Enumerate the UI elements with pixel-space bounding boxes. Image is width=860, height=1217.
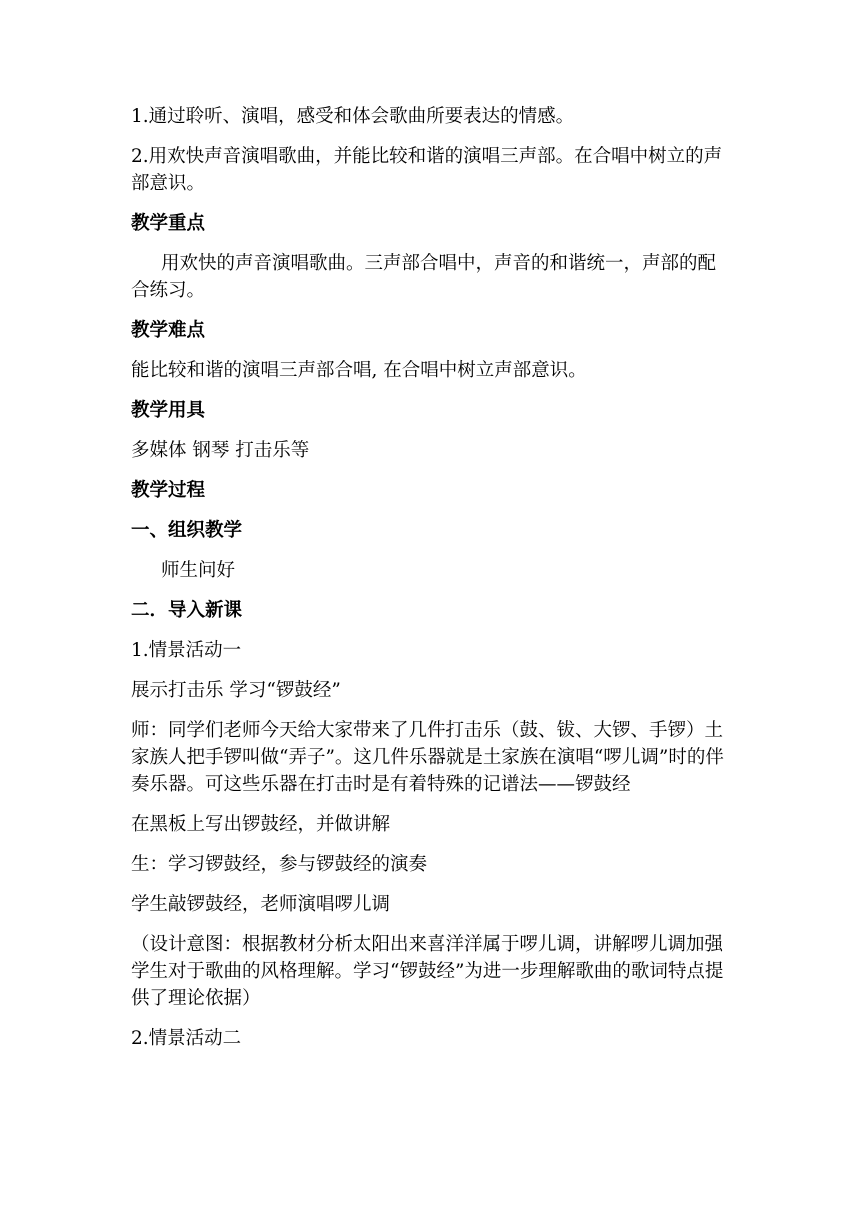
objective-1: 1.通过聆听、演唱，感受和体会歌曲所要表达的情感。: [131, 106, 575, 127]
difficulties-text: 能比较和谐的演唱三声部合唱, 在合唱中树立声部意识。: [131, 360, 587, 381]
key-points-text: 用欢快的声音演唱歌曲。三声部合唱中，声音的和谐统一，声部的配合练习。: [131, 253, 717, 301]
student-paragraph: 生：学习锣鼓经，参与锣鼓经的演奏: [131, 854, 428, 875]
design-intent-paragraph: （设计意图：根据教材分析太阳出来喜洋洋属于啰儿调，讲解啰儿调加强学生对于歌曲的风格理解。学习“锣鼓经”为进一步理解歌曲的歌词特点提供了理论依据）: [131, 934, 724, 1009]
activity-1-title: 1.情景活动一: [131, 640, 242, 661]
show-percussion: 展示打击乐 学习“锣鼓经”: [131, 680, 341, 701]
document-page: [131, 103, 731, 1065]
section-2-heading: 二．导入新课: [131, 600, 243, 621]
activity-2-title: 2.情景活动二: [131, 1028, 242, 1049]
teacher-paragraph: 师：同学们老师今天给大家带来了几件打击乐（鼓、钹、大锣、手锣）土家族人把手锣叫做“弄子”。这几件乐器就是土家族在演唱“啰儿调”时的伴奏乐器。可这些乐器在打击时是有着特殊的记谱法——锣鼓经: [131, 720, 724, 795]
objective-2: 2.用欢快声音演唱歌曲，并能比较和谐的演唱三声部。在合唱中树立的声部意识。: [131, 146, 723, 194]
perform-paragraph: 学生敲锣鼓经，老师演唱啰儿调: [131, 894, 391, 915]
section-1-text: 师生问好: [161, 560, 236, 581]
process-heading: 教学过程: [131, 480, 206, 501]
tools-heading: 教学用具: [131, 400, 206, 421]
difficulties-heading: 教学难点: [131, 320, 206, 341]
tools-text: 多媒体 钢琴 打击乐等: [131, 440, 310, 461]
key-points-heading: 教学重点: [131, 213, 206, 234]
section-1-heading: 一、组织教学: [131, 520, 243, 541]
blackboard-paragraph: 在黑板上写出锣鼓经，并做讲解: [131, 814, 391, 835]
